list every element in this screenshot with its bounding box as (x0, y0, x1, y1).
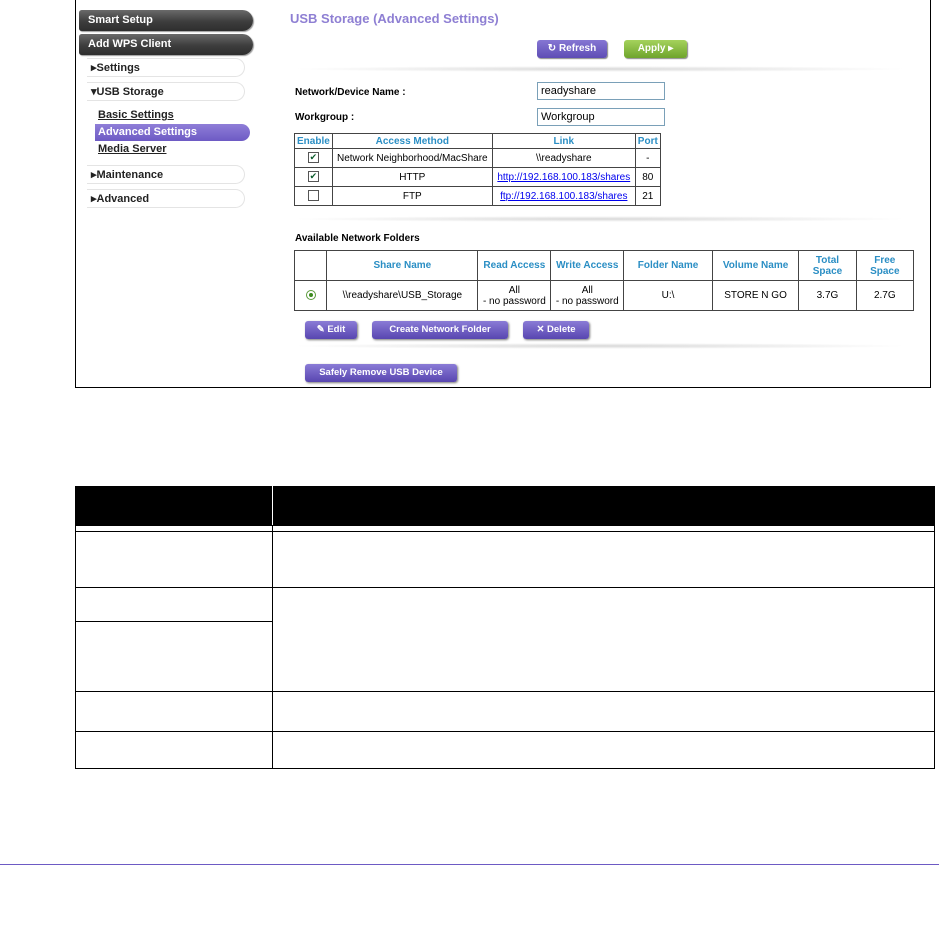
page-title: USB Storage (Advanced Settings) (290, 11, 499, 26)
add-wps-client-button[interactable]: Add WPS Client (79, 34, 253, 55)
router-screenshot (75, 0, 931, 388)
ftp-share-link[interactable]: ftp://192.168.100.183/shares (500, 190, 628, 202)
footer-divider (0, 864, 939, 865)
col-select (295, 251, 327, 281)
col-access-method: Access Method (332, 134, 492, 149)
table-row (76, 732, 935, 769)
col-enable: Enable (295, 134, 333, 149)
free-space-cell: 2.7G (856, 281, 913, 311)
workgroup-label: Workgroup : (295, 112, 355, 123)
smart-setup-button[interactable]: Smart Setup (79, 10, 253, 31)
access-method-cell: FTP (332, 187, 492, 206)
edit-button[interactable]: ✎ Edit (305, 321, 357, 339)
link-text: \\readyshare (492, 149, 635, 168)
divider (290, 216, 910, 222)
folder-select-radio[interactable] (306, 290, 316, 300)
col-free-space: Free Space (856, 251, 913, 281)
sidebar-item-basic-settings[interactable]: Basic Settings (98, 109, 174, 121)
sidebar-item-maintenance[interactable]: ▸Maintenance (87, 165, 245, 184)
sidebar (79, 10, 253, 208)
table-row (295, 281, 914, 311)
table-row (295, 149, 661, 168)
col-folder-name: Folder Name (624, 251, 713, 281)
read-access-cell: All - no password (478, 281, 551, 311)
table-row (295, 187, 661, 206)
create-network-folder-button[interactable]: Create Network Folder (372, 321, 508, 339)
apply-button[interactable]: Apply ▸ (624, 40, 687, 58)
safely-remove-usb-button[interactable]: Safely Remove USB Device (305, 364, 457, 382)
port-cell: - (635, 149, 660, 168)
table-row (76, 588, 935, 622)
delete-button[interactable]: ✕ Delete (523, 321, 589, 339)
refresh-button[interactable]: ↻ Refresh (537, 40, 607, 58)
network-folders-table (294, 250, 914, 311)
col-read-access: Read Access (478, 251, 551, 281)
write-access-cell: All - no password (551, 281, 624, 311)
col-share-name: Share Name (327, 251, 478, 281)
sidebar-item-advanced[interactable]: ▸Advanced (87, 189, 245, 208)
divider (290, 343, 910, 349)
enable-checkbox-ftp[interactable] (308, 190, 319, 201)
col-port: Port (635, 134, 660, 149)
table-header-row (76, 487, 935, 526)
table-row (76, 692, 935, 732)
access-method-cell: Network Neighborhood/MacShare (332, 149, 492, 168)
access-method-cell: HTTP (332, 168, 492, 187)
sidebar-item-settings[interactable]: ▸Settings (87, 58, 245, 77)
table-row (295, 168, 661, 187)
col-volume-name: Volume Name (712, 251, 798, 281)
sidebar-item-usb-storage[interactable]: ▾USB Storage (87, 82, 245, 101)
volume-name-cell: STORE N GO (712, 281, 798, 311)
total-space-cell: 3.7G (799, 281, 856, 311)
col-link: Link (492, 134, 635, 149)
port-cell: 80 (635, 168, 660, 187)
folder-name-cell: U:\ (624, 281, 713, 311)
folders-title: Available Network Folders (295, 233, 420, 244)
enable-checkbox-http[interactable]: ✔ (309, 171, 318, 182)
enable-checkbox-smb[interactable]: ✔ (309, 152, 318, 163)
col-write-access: Write Access (551, 251, 624, 281)
port-cell: 21 (635, 187, 660, 206)
table-row (76, 532, 935, 588)
sidebar-item-media-server[interactable]: Media Server (98, 143, 167, 155)
sidebar-item-advanced-settings[interactable]: Advanced Settings (95, 124, 250, 141)
http-share-link[interactable]: http://192.168.100.183/shares (497, 171, 631, 183)
workgroup-input[interactable] (537, 108, 665, 126)
settings-description-table (75, 486, 935, 769)
access-method-table (294, 133, 661, 206)
device-name-input[interactable] (537, 82, 665, 100)
share-name-cell: \\readyshare\USB_Storage (327, 281, 478, 311)
device-name-label: Network/Device Name : (295, 87, 406, 98)
divider (290, 66, 910, 72)
col-total-space: Total Space (799, 251, 856, 281)
